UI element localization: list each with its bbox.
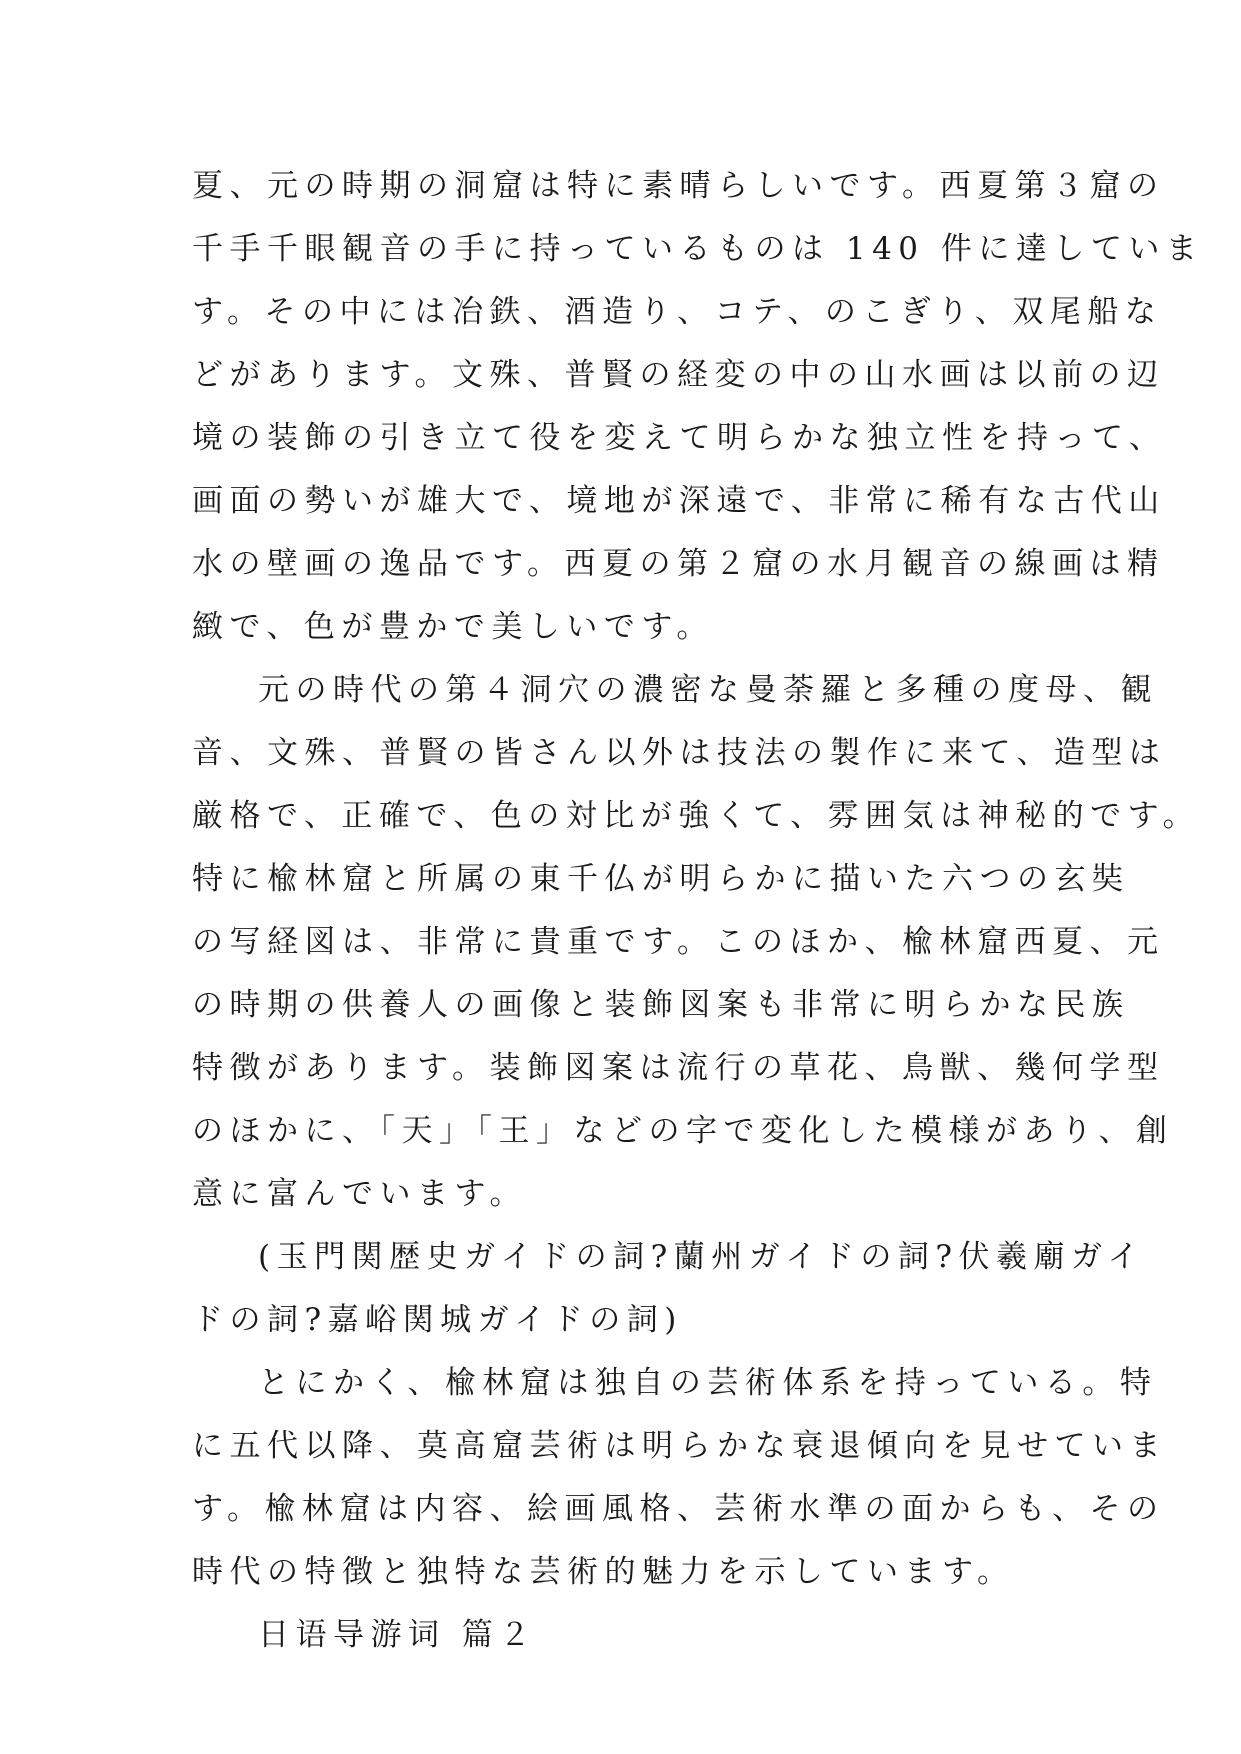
text-line: 画面の勢いが雄大で、境地が深遠で、非常に稀有な古代山	[192, 483, 1166, 519]
text-line: 境の装飾の引き立て役を変えて明らかな独立性を持って、	[192, 420, 1167, 456]
text-line: の写経図は、非常に貴重です。このほか、楡林窟西夏、元	[192, 924, 1165, 960]
text-line: 夏、元の時期の洞窟は特に素晴らしいです。西夏第３窟の	[192, 168, 1165, 204]
text-line: 千手千眼観音の手に持っているものは 140 件に達していま	[192, 231, 1204, 267]
text-line: 音、文殊、普賢の皆さん以外は技法の製作に来て、造型は	[192, 735, 1167, 771]
text-line: どがあります。文殊、普賢の経変の中の山水画は以前の辺	[192, 357, 1165, 393]
text-line: 水の壁画の逸品です。西夏の第２窟の水月観音の線画は精	[192, 546, 1165, 582]
paragraph-first-line: とにかく、楡林窟は独自の芸術体系を持っている。特	[258, 1365, 1158, 1401]
text-line: 厳格で、正確で、色の対比が強くて、雰囲気は神秘的です。	[192, 798, 1201, 834]
text-line: 特に楡林窟と所属の東千仏が明らかに描いた六つの玄奘	[192, 861, 1130, 897]
text-line: 緻で、色が豊かで美しいです。	[192, 609, 714, 645]
text-line: 時代の特徴と独特な芸術的魅力を示しています。	[192, 1554, 1015, 1590]
paragraph-first-line: 元の時代の第４洞穴の濃密な曼荼羅と多種の度母、観	[258, 672, 1158, 708]
paragraph-first-line: (玉門関歴史ガイドの詞?蘭州ガイドの詞?伏羲廟ガイ	[258, 1239, 1146, 1275]
text-line: す。その中には冶鉄、酒造り、コテ、のこぎり、双尾船な	[192, 294, 1163, 330]
text-line: に五代以降、莫高窟芸術は明らかな衰退傾向を見せていま	[192, 1428, 1167, 1464]
section-heading: 日语导游词 篇２	[258, 1617, 537, 1653]
body-text	[192, 155, 1204, 1667]
text-line: 特徴があります。装飾図案は流行の草花、鳥獣、幾何学型	[192, 1050, 1165, 1086]
text-line: す。楡林窟は内容、絵画風格、芸術水準の面からも、その	[192, 1491, 1165, 1527]
text-line: 意に富んでいます。	[192, 1176, 528, 1212]
text-line: のほかに、「天」「王」などの字で変化した模様があり、創	[192, 1113, 1174, 1149]
text-line: の時期の供養人の画像と装飾図案も非常に明らかな民族	[192, 987, 1130, 1023]
text-line: ドの詞?嘉峪関城ガイドの詞)	[192, 1302, 683, 1338]
